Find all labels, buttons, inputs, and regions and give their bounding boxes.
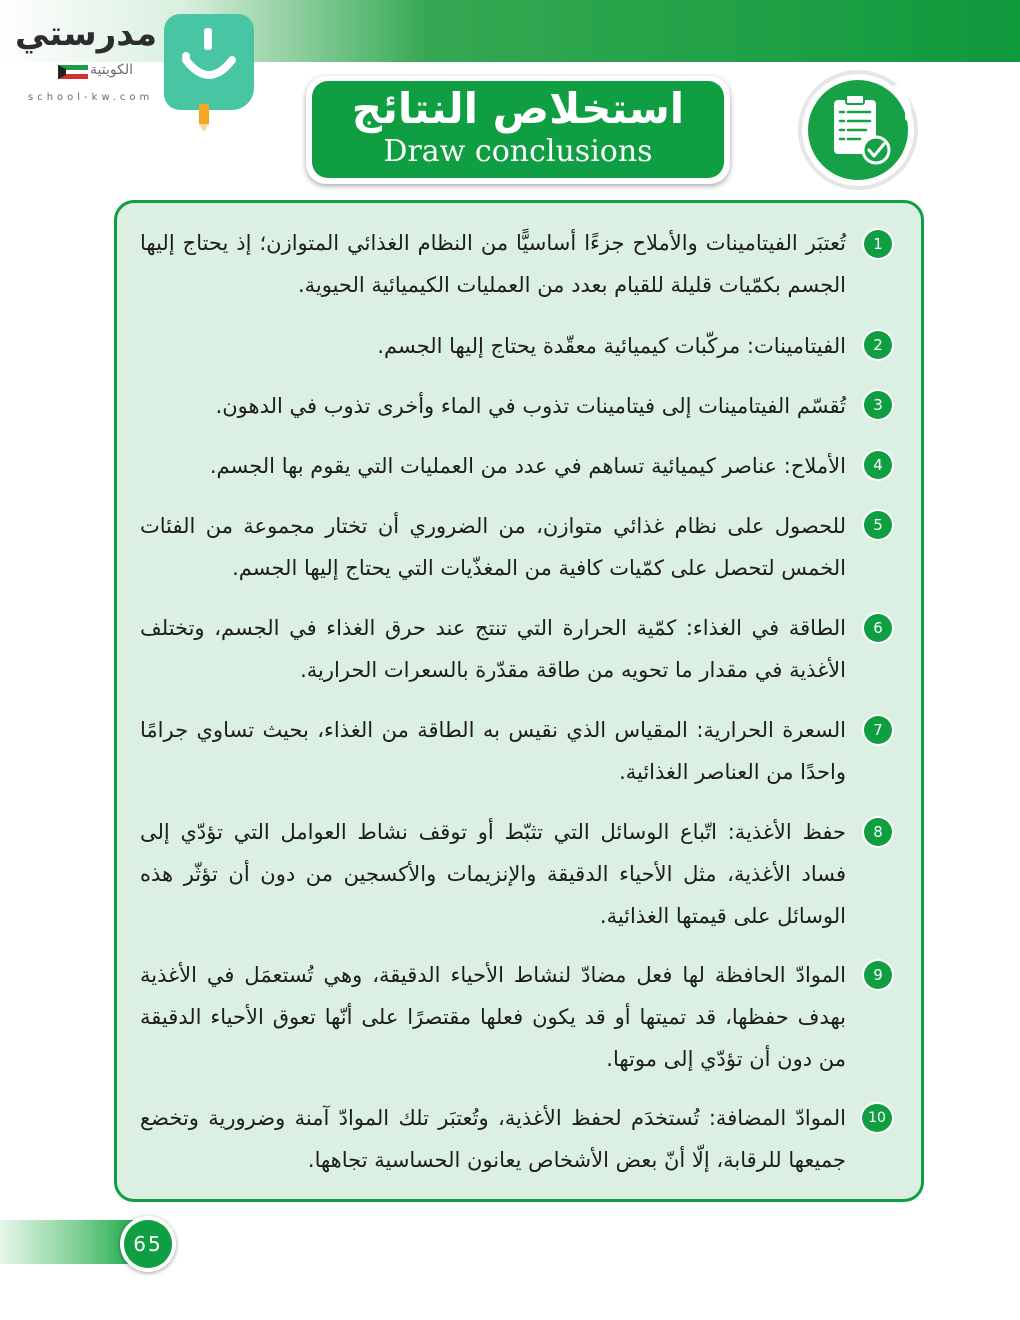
heading-banner bbox=[312, 81, 724, 178]
item-number-badge: 1 bbox=[864, 230, 892, 258]
item-number-badge: 9 bbox=[864, 961, 892, 989]
item-text: تُقسّم الفيتامينات إلى فيتامينات تذوب في الماء وأخرى تذوب في الدهون. bbox=[215, 394, 846, 418]
item-text: الموادّ الحافظة لها فعل مضادّ لنشاط الأحياء الدقيقة، وهي تُستعمَل في الأغذية بهدف حفظها، قد تميتها أو قد يكون فعلها مقتصرًا على أنّها تعوق الأحياء الدقيقة من دون أن تؤدّي إلى موتها. bbox=[140, 963, 846, 1071]
page-number: 65 bbox=[124, 1220, 172, 1268]
heading-title-english: Draw conclusions bbox=[383, 134, 653, 169]
item-number-badge: 10 bbox=[862, 1104, 892, 1132]
footer-band bbox=[0, 1220, 135, 1264]
clipboard-check-icon bbox=[796, 68, 922, 192]
item-text: للحصول على نظام غذائي متوازن، من الضروري أن تختار مجموعة من الفئات الخمس لتحصل على كمّيات كافية من المغذّيات التي يحتاج إليها الجسم. bbox=[140, 514, 846, 580]
logo-subtitle: الكويتية bbox=[90, 62, 133, 78]
item-text: السعرة الحرارية: المقياس الذي نقيس به الطاقة من الغذاء، بحيث تساوي جرامًا واحدًا من العناصر الغذائية. bbox=[140, 718, 846, 784]
logo-mark-icon bbox=[164, 14, 254, 110]
item-text: الموادّ المضافة: تُستخدَم لحفظ الأغذية، وتُعتبَر تلك الموادّ آمنة وضرورية وتخضع جميعها للرقابة، إلّا أنّ بعض الأشخاص يعانون الحساسية تجاهها. bbox=[140, 1106, 846, 1172]
item-number-badge: 8 bbox=[864, 818, 892, 846]
logo-name: مدرستي bbox=[15, 14, 157, 54]
heading-title-arabic: استخلاص النتائج bbox=[351, 84, 685, 133]
item-number-badge: 3 bbox=[864, 391, 892, 419]
pencil-icon bbox=[197, 104, 211, 132]
item-number-badge: 5 bbox=[864, 511, 892, 539]
logo-url: school-kw.com bbox=[28, 92, 154, 103]
item-text: الفيتامينات: مركّبات كيميائية معقّدة يحتاج إليها الجسم. bbox=[377, 334, 846, 358]
item-text: حفظ الأغذية: اتّباع الوسائل التي تثبّط أو توقف نشاط العوامل التي تؤدّي إلى فساد الأغذية، مثل الأحياء الدقيقة والإنزيمات والأكسجين من دون أن تؤثّر هذه الوسائل على قيمتها الغذائية. bbox=[140, 820, 846, 928]
page-number-badge bbox=[120, 1216, 176, 1272]
item-text: تُعتبَر الفيتامينات والأملاح جزءًا أساسيًّا من النظام الغذائي المتوازن؛ إذ يحتاج إليها الجسم بكمّيات قليلة للقيام بعدد من العمليات الكيميائية الحيوية. bbox=[140, 231, 846, 297]
kuwait-flag-icon bbox=[58, 65, 88, 79]
item-text: الأملاح: عناصر كيميائية تساهم في عدد من العمليات التي يقوم بها الجسم. bbox=[209, 454, 846, 478]
item-number-badge: 7 bbox=[864, 716, 892, 744]
item-number-badge: 2 bbox=[864, 331, 892, 359]
item-number-badge: 4 bbox=[864, 451, 892, 479]
item-number-badge: 6 bbox=[864, 614, 892, 642]
item-text: الطاقة في الغذاء: كمّية الحرارة التي تنتج عند حرق الغذاء في الجسم، وتختلف الأغذية في مقدار ما تحويه من طاقة مقدّرة بالسعرات الحرارية. bbox=[140, 616, 846, 682]
